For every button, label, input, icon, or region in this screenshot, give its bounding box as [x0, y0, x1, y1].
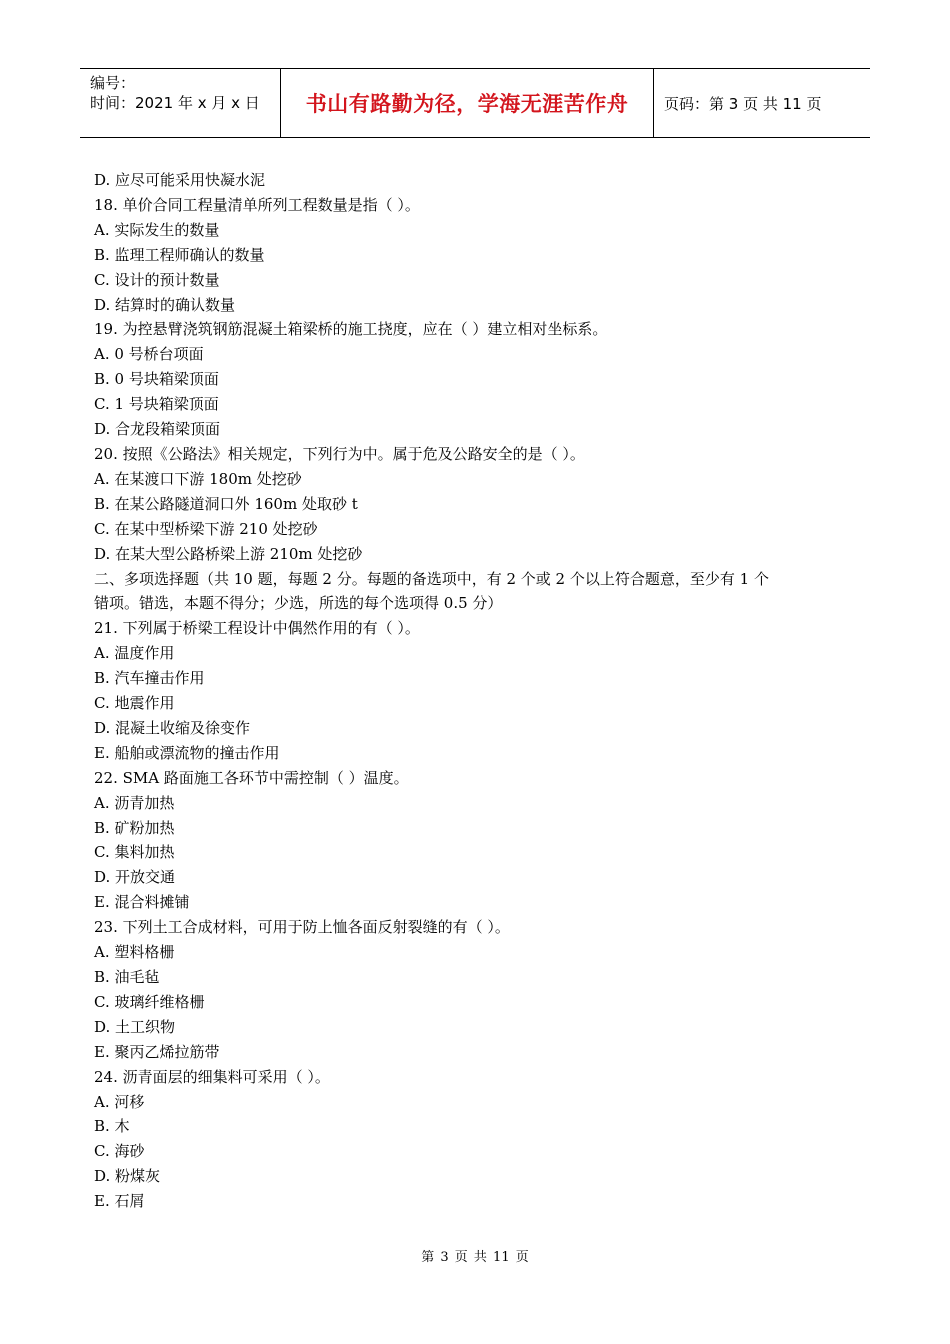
text-line: 22. SMA 路面施工各环节中需控制（ ）温度。: [94, 768, 409, 787]
text-line: C. 海砂: [94, 1142, 145, 1161]
text-line: 18. 单价合同工程量清单所列工程数量是指（ ）。: [94, 195, 420, 214]
page-footer: 第 3 页 共 11 页: [421, 1250, 529, 1265]
text-line: E. 石屑: [94, 1192, 145, 1211]
text-line: B. 在某公路隧道洞口外 160m 处取砂 t: [94, 494, 358, 513]
text-line: B. 汽车撞击作用: [94, 669, 205, 688]
text-line: E. 聚丙乙烯拉筋带: [94, 1042, 220, 1061]
text-line: A. 0 号桥台项面: [94, 345, 204, 364]
text-line: D. 土工织物: [94, 1017, 176, 1036]
document-body: [94, 168, 854, 1214]
text-line: A. 塑料格栅: [94, 943, 175, 962]
text-line: C. 玻璃纤维格栅: [94, 992, 205, 1011]
text-line: 24. 沥青面层的细集料可采用（ ）。: [94, 1067, 330, 1086]
text-line: C. 1 号块箱梁顶面: [94, 395, 219, 414]
text-line: A. 在某渡口下游 180m 处挖砂: [94, 469, 302, 488]
serial-label: 编号：: [90, 74, 136, 92]
text-line: 23. 下列土工合成材料，可用于防上恤各面反射裂缝的有（ ）。: [94, 918, 510, 937]
text-line: C. 在某中型桥梁下游 210 处挖砂: [94, 519, 318, 538]
text-line: A. 沥青加热: [94, 793, 175, 812]
header-meta: [80, 69, 281, 137]
text-line: E. 船舶或漂流物的撞击作用: [94, 743, 280, 762]
text-line: D. 在某大型公路桥梁上游 210m 处挖砂: [94, 544, 363, 563]
text-line: B. 矿粉加热: [94, 818, 175, 837]
text-line: D. 开放交通: [94, 868, 176, 887]
text-line: A. 实际发生的数量: [94, 220, 220, 239]
text-line: D. 合龙段箱梁顶面: [94, 420, 221, 439]
header-motto: 书山有路勤为径，学海无涯苦作舟: [281, 69, 654, 137]
text-line: 二、多项选择题（共 10 题，每题 2 分。每题的备选项中，有 2 个或 2 个以上符合题意，至少有 1 个: [94, 569, 769, 588]
header-page-label: 页码：第 3 页 共 11 页: [664, 94, 822, 113]
text-line: C. 设计的预计数量: [94, 270, 220, 289]
text-line: D. 结算时的确认数量: [94, 295, 236, 314]
page-header: [80, 68, 870, 138]
text-line: 20. 按照《公路法》相关规定，下列行为中。属于危及公路安全的是（ ）。: [94, 444, 585, 463]
text-line: 21. 下列属于桥梁工程设计中偶然作用的有（ ）。: [94, 619, 420, 638]
text-line: A. 温度作用: [94, 644, 175, 663]
text-line: D. 混凝土收缩及徐变作: [94, 718, 251, 737]
text-line: B. 0 号块箱梁顶面: [94, 370, 219, 389]
text-line: E. 混合料摊铺: [94, 893, 190, 912]
text-line: C. 集料加热: [94, 843, 175, 862]
text-line: 错项。错选，本题不得分；少选，所选的每个选项得 0.5 分）: [94, 594, 503, 613]
text-line: B. 油毛毡: [94, 968, 160, 986]
time-label: 时间：2021 年 x 月 x 日: [90, 94, 260, 112]
text-line: 19. 为控悬臂浇筑钢筋混凝土箱梁桥的施工挠度，应在（ ）建立相对坐标系。: [94, 320, 608, 339]
text-line: C. 地震作用: [94, 694, 175, 713]
text-line: D. 应尽可能采用快凝水泥: [94, 171, 266, 189]
text-line: B. 木: [94, 1117, 130, 1136]
text-line: D. 粉煤灰: [94, 1167, 161, 1186]
text-line: B. 监理工程师确认的数量: [94, 245, 265, 264]
text-line: A. 河移: [94, 1092, 145, 1111]
